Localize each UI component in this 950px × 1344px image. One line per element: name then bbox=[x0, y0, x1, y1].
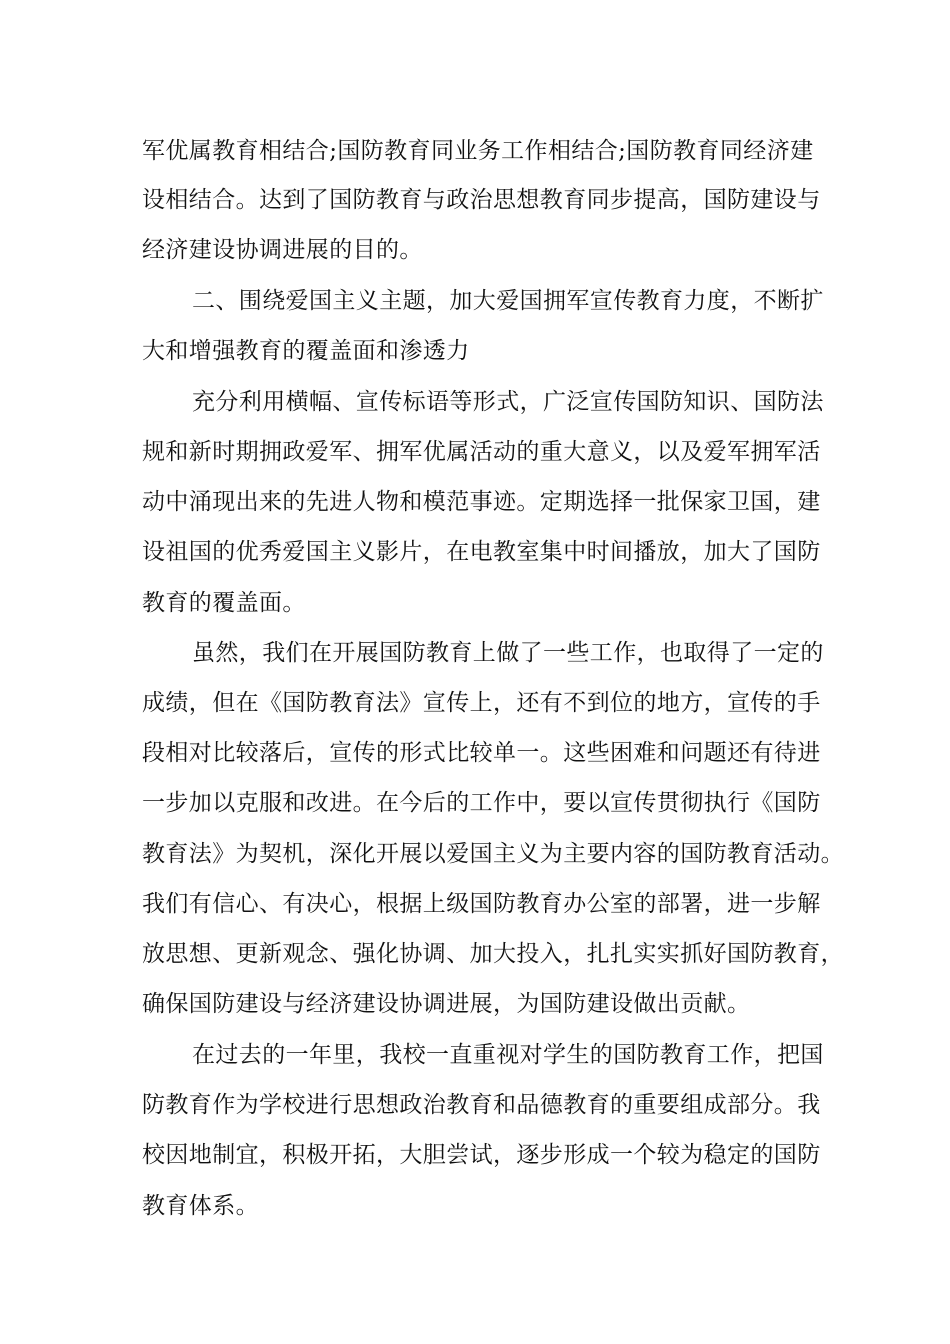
section-heading-line: 大和增强教育的覆盖面和渗透力 bbox=[142, 338, 470, 364]
text-line: 设祖国的优秀爱国主义影片，在电教室集中时间播放，加大了国防 bbox=[142, 539, 821, 565]
text-line: 设相结合。达到了国防教育与政治思想教育同步提高，国防建设与 bbox=[142, 187, 821, 213]
text-line: 放思想、更新观念、强化协调、加大投入，扎扎实实抓好国防教育， bbox=[142, 941, 844, 967]
text-line: 成绩，但在《国防教育法》宣传上，还有不到位的地方，宣传的手 bbox=[142, 690, 821, 716]
text-line: 防教育作为学校进行思想政治教育和品德教育的重要组成部分。我 bbox=[142, 1092, 821, 1118]
text-line: 一步加以克服和改进。在今后的工作中，要以宣传贯彻执行《国防 bbox=[142, 790, 821, 816]
text-line: 充分利用横幅、宣传标语等形式，广泛宣传国防知识、国防法 bbox=[192, 389, 824, 415]
text-line: 教育的覆盖面。 bbox=[142, 590, 306, 616]
text-line: 教育体系。 bbox=[142, 1193, 259, 1219]
text-line: 虽然，我们在开展国防教育上做了一些工作，也取得了一定的 bbox=[192, 640, 824, 666]
text-line: 教育法》为契机，深化开展以爱国主义为主要内容的国防教育活动。 bbox=[142, 841, 844, 867]
text-line: 军优属教育相结合;国防教育同业务工作相结合;国防教育同经济建 bbox=[142, 138, 814, 164]
text-line: 确保国防建设与经济建设协调进展，为国防建设做出贡献。 bbox=[142, 991, 751, 1017]
text-line: 段相对比较落后，宣传的形式比较单一。这些困难和问题还有待进 bbox=[142, 740, 821, 766]
text-line: 我们有信心、有决心，根据上级国防教育办公室的部署，进一步解 bbox=[142, 891, 821, 917]
section-heading-line: 二、围绕爱国主义主题，加大爱国拥军宣传教育力度，不断扩 bbox=[192, 288, 824, 314]
text-line: 在过去的一年里，我校一直重视对学生的国防教育工作，把国 bbox=[192, 1042, 824, 1068]
text-line: 校因地制宜，积极开拓，大胆尝试，逐步形成一个较为稳定的国防 bbox=[142, 1142, 821, 1168]
text-line: 经济建设协调进展的目的。 bbox=[142, 237, 423, 263]
text-line: 规和新时期拥政爱军、拥军优属活动的重大意义，以及爱军拥军活 bbox=[142, 439, 821, 465]
text-line: 动中涌现出来的先进人物和模范事迹。定期选择一批保家卫国，建 bbox=[142, 489, 821, 515]
